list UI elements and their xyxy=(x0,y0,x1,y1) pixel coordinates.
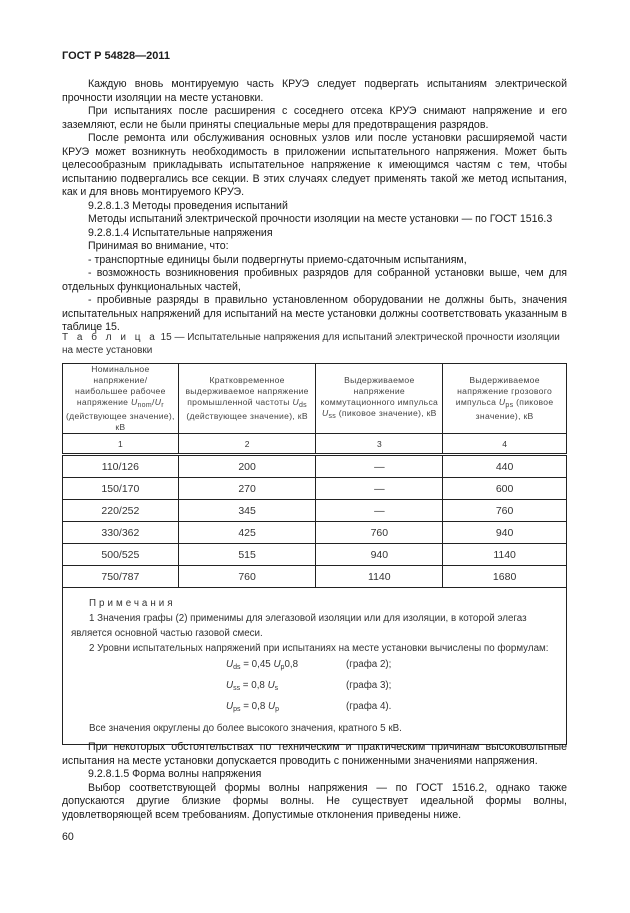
column-number-row xyxy=(63,434,567,455)
cell: 760 xyxy=(443,500,567,522)
table-caption-label: Т а б л и ц а xyxy=(62,332,158,343)
cell: 940 xyxy=(443,522,567,544)
table-header-row xyxy=(63,364,567,434)
cell: 750/787 xyxy=(63,566,179,588)
cell: 1140 xyxy=(316,566,443,588)
list-item: - пробивные разряды в правильно установленном оборудовании не должны быть, значения испытательных напряжений для испытаний на месте установки должны соответствовать указанным в таблице 15. xyxy=(62,294,567,333)
cell: 760 xyxy=(316,522,443,544)
cell: 200 xyxy=(178,455,316,478)
paragraph: Выбор соответствующей формы волны напряжения — по ГОСТ 1516.2, однако также допускаются другие близкие формы волны. Не существует идеальной формы волны, удовлетворяющей всем требованиям. Допустимые отклонения приведены ниже. xyxy=(62,781,567,821)
cell: 270 xyxy=(178,478,316,500)
cell: 500/525 xyxy=(63,544,179,566)
cell: 940 xyxy=(316,544,443,566)
column-number: 1 xyxy=(63,434,179,455)
table-caption-text: 15 — Испытательные напряжения для испытаний электрической прочности изоляции на месте установки xyxy=(62,332,560,356)
table-row xyxy=(63,544,567,566)
document-header: ГОСТ Р 54828—2011 xyxy=(62,50,170,62)
cell: 220/252 xyxy=(63,500,179,522)
paragraph: При некоторых обстоятельствах по техническим и практическим причинам высоковольтные испытания на месте установки допускается проводить с пониженными значениями напряжения. xyxy=(62,741,567,767)
test-voltage-table xyxy=(62,363,567,745)
cell: — xyxy=(316,500,443,522)
formula: $U_{ss} = 0,8$ $U_s$ (графа 3); xyxy=(226,680,392,692)
cell: 440 xyxy=(443,455,567,478)
paragraph: Методы испытаний электрической прочности изоляции на месте установки — по ГОСТ 1516.3 xyxy=(88,213,553,225)
cell: — xyxy=(316,478,443,500)
column-number: 4 xyxy=(443,434,567,455)
section-heading: 9.2.8.1.5 Форма волны напряжения xyxy=(88,768,262,780)
notes-title: Примечания xyxy=(89,598,176,609)
cell: 1140 xyxy=(443,544,567,566)
header-power-frequency: Кратковременное выдерживаемое напряжение промышленной частоты $U_{ds}$ (действующее значение), кВ xyxy=(178,364,316,434)
note-1: 1 Значения графы (2) применимы для элегазовой изоляции или для изоляции, в которой элегаз является основной частью газовой смеси. xyxy=(71,613,527,639)
list-item: - транспортные единицы были подвергнуты приемо-сдаточным испытаниям, xyxy=(88,253,467,266)
note-2: 2 Уровни испытательных напряжений при испытаниях на месте установки вычислены по формулам: xyxy=(89,643,549,654)
cell: 425 xyxy=(178,522,316,544)
paragraph: После ремонта или обслуживания основных узлов или после установки расширяемой части КРУЭ может возникнуть необходимость в приложении испытательного напряжения. Может быть целесообразным прикладывать испытательное напряжение к имеющимся частям с тем, чтобы испытанию подвергались все секции. В этих случаях следует применять такой же метод испытания, как и для вновь монтируемого КРУЭ. xyxy=(62,132,567,198)
table-row xyxy=(63,478,567,500)
cell: 345 xyxy=(178,500,316,522)
table-row xyxy=(63,500,567,522)
list-item: - возможность возникновения пробивных разрядов для собранной установки выше, чем для отдельных функциональных частей, xyxy=(62,267,567,293)
cell: — xyxy=(316,455,443,478)
table-notes xyxy=(63,588,567,745)
table-row xyxy=(63,566,567,588)
formula: $U_{ps} = 0,8$ $U_p$ (графа 4). xyxy=(226,701,392,713)
body-text-top xyxy=(62,78,567,335)
formula: $U_{ds} = 0,45$ $U_p0,8$ (графа 2); xyxy=(226,659,392,671)
section-heading: 9.2.8.1.3 Методы проведения испытаний xyxy=(88,199,288,212)
notes-footer: Все значения округлены до более высокого значения, кратного 5 кВ. xyxy=(89,723,402,734)
header-lightning-impulse: Выдерживаемое напряжение грозового импульса $U_{ps}$ (пиковое значение), кВ xyxy=(443,364,567,434)
cell: 110/126 xyxy=(63,455,179,478)
header-nominal-voltage: Номинальное напряжение/ наибольшее рабочее напряжение $U_{nom}/U_r$ (действующее значение), кВ xyxy=(63,364,179,434)
paragraph: Каждую вновь монтируемую часть КРУЭ следует подвергать испытаниям электрической прочности изоляции на месте установки. xyxy=(62,78,567,104)
page-number: 60 xyxy=(62,831,74,843)
cell: 150/170 xyxy=(63,478,179,500)
table-notes-row xyxy=(63,588,567,745)
column-number: 3 xyxy=(316,434,443,455)
cell: 515 xyxy=(178,544,316,566)
table-caption xyxy=(62,331,567,357)
body-text-bottom xyxy=(62,741,567,822)
table-row xyxy=(63,455,567,478)
column-number: 2 xyxy=(178,434,316,455)
table-row xyxy=(63,522,567,544)
cell: 760 xyxy=(178,566,316,588)
paragraph: При испытаниях после расширения с соседнего отсека КРУЭ снимают напряжение и его заземляют, если не были приняты специальные меры для предотвращения разрядов. xyxy=(62,105,567,131)
cell: 330/362 xyxy=(63,522,179,544)
section-heading: 9.2.8.1.4 Испытательные напряжения xyxy=(88,226,273,239)
header-switching-impulse: Выдерживаемое напряжение коммутационного импульса $U_{ss}$ (пиковое значение), кВ xyxy=(316,364,443,434)
cell: 1680 xyxy=(443,566,567,588)
cell: 600 xyxy=(443,478,567,500)
paragraph: Принимая во внимание, что: xyxy=(88,240,229,252)
